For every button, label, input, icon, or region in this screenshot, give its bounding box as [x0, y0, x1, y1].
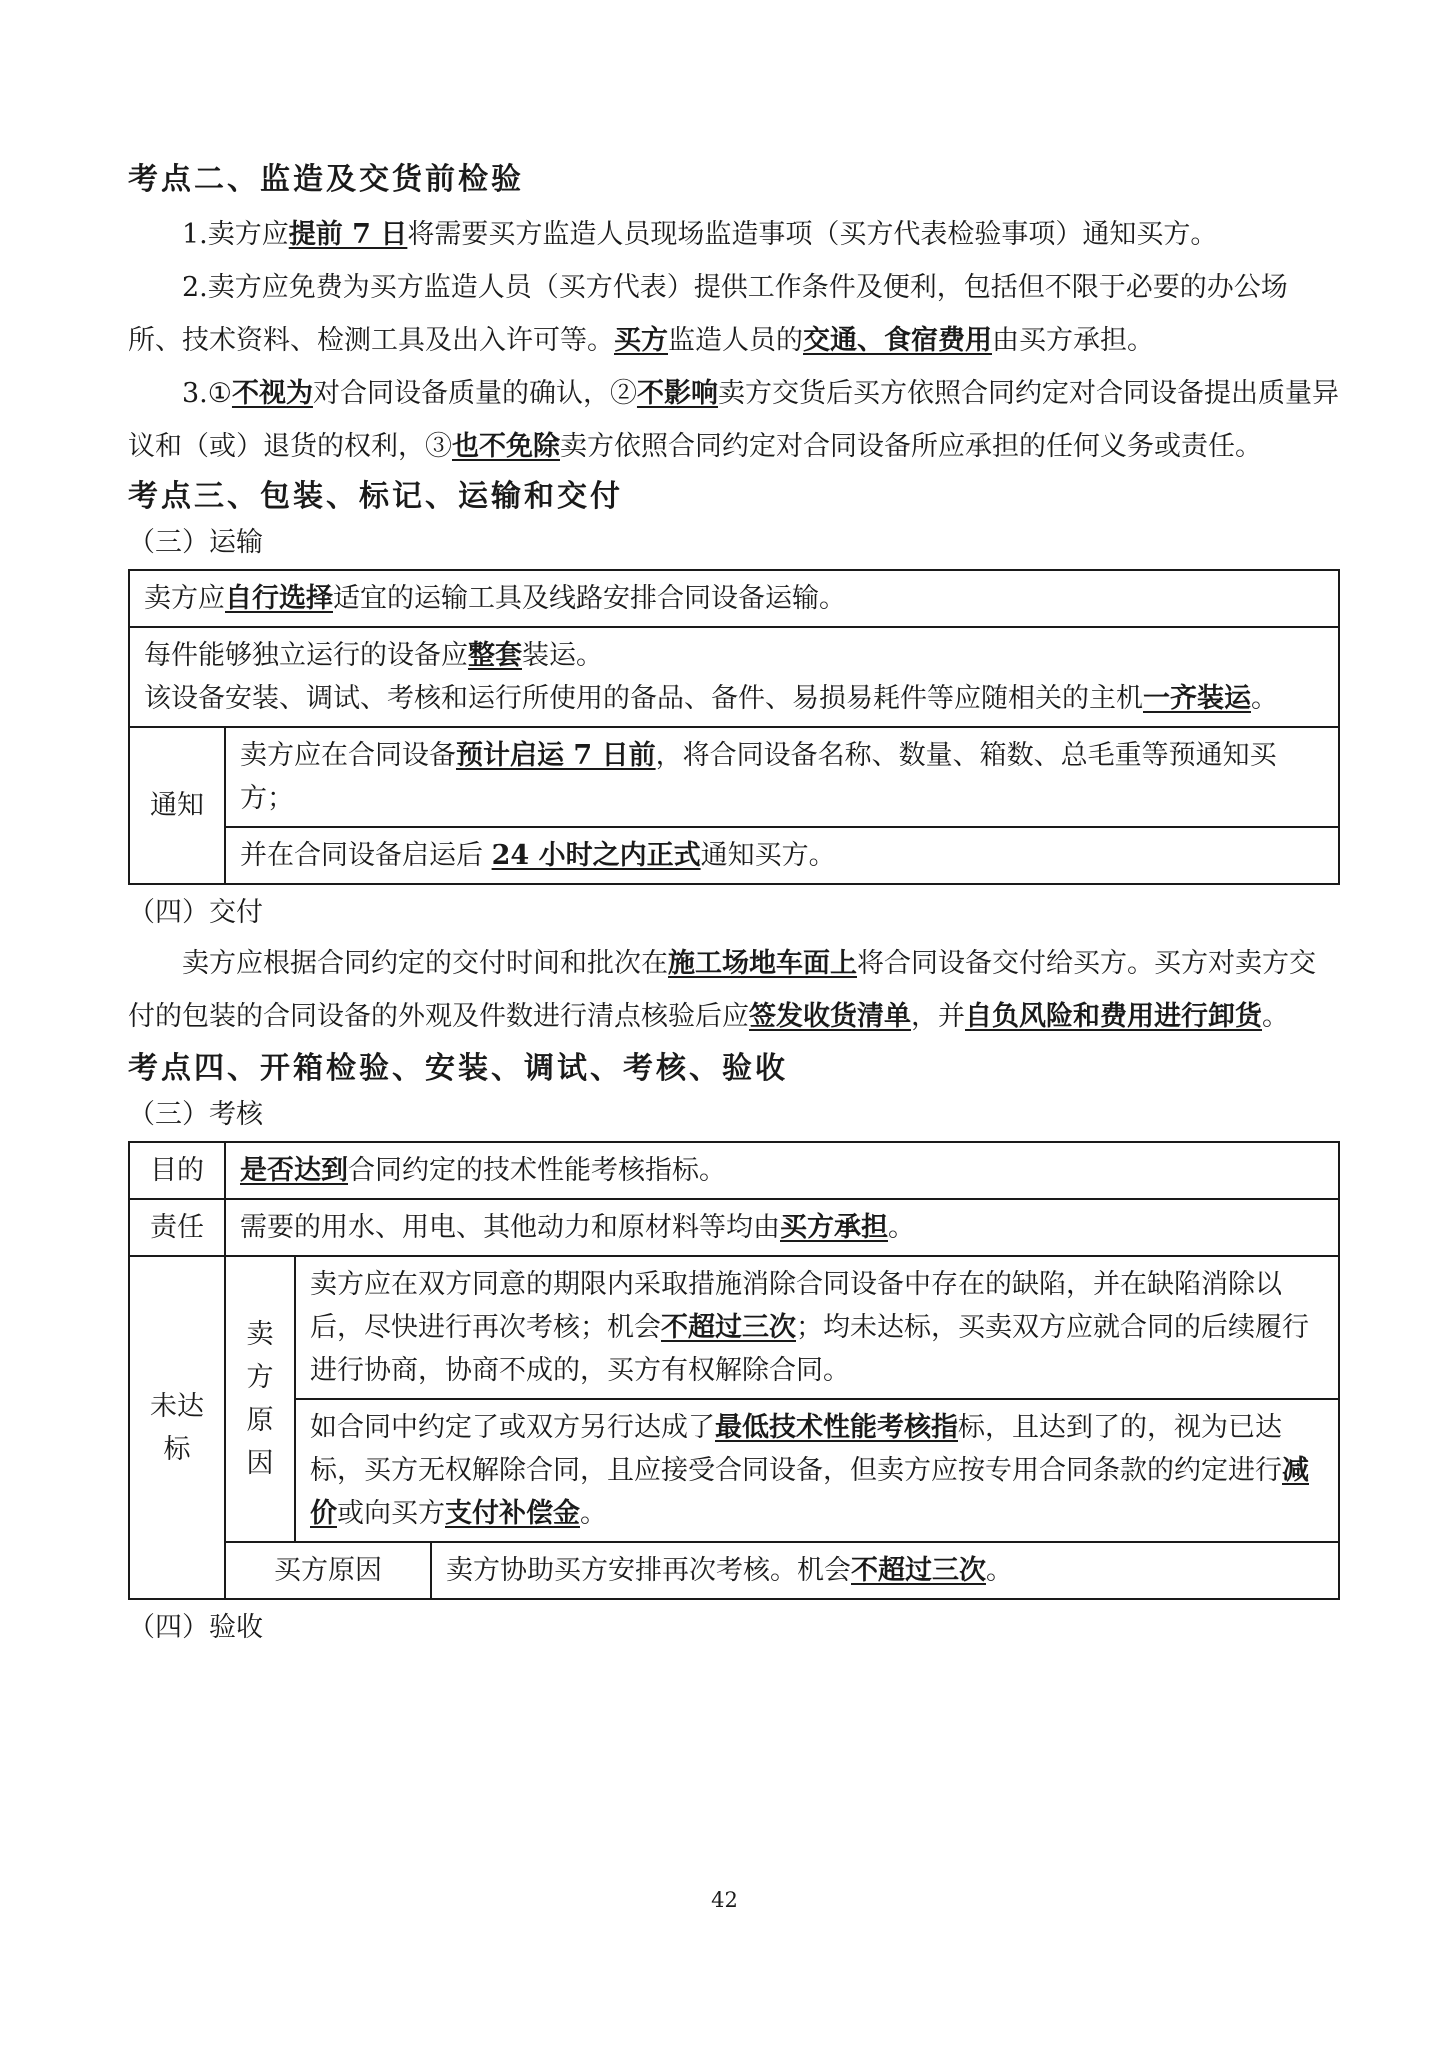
- text: 需要的用水、用电、其他动力和原材料等均由: [240, 1212, 780, 1243]
- key-term: 交通、食宿费用: [803, 325, 992, 356]
- text: 卖方依照合同约定对合同设备所应承担的任何义务或责任。: [560, 431, 1262, 462]
- table-cell: [295, 1256, 1339, 1399]
- table-row: [129, 1399, 1339, 1542]
- notice-label: 通知: [129, 727, 225, 884]
- text: 通知买方。: [700, 840, 836, 871]
- text: 3.①: [182, 378, 232, 409]
- key-term: 支付补偿金: [445, 1498, 580, 1529]
- sec4-subheading-acceptance: （四）验收: [128, 1612, 263, 1643]
- table-row: [129, 1142, 1339, 1199]
- text: 卖方协助买方安排再次考核。机会: [446, 1555, 851, 1586]
- table-cell: [295, 1399, 1339, 1542]
- table-cell: [225, 1199, 1339, 1256]
- text: 卖方应根据合同约定的交付时间和批次在: [182, 948, 668, 979]
- table-row: [129, 1542, 1339, 1599]
- text: 监造人员的: [668, 325, 803, 356]
- text: ；均未达标，买卖双方应就合同的后续履行进行协商，协商不成的，买方有权解除合同。: [310, 1312, 1309, 1386]
- text: 1.卖方应: [182, 219, 289, 250]
- key-term: 买方承担: [780, 1212, 888, 1243]
- text: ，并: [911, 1001, 965, 1032]
- text: 每件能够独立运行的设备应: [144, 640, 468, 671]
- text: 或向买方: [337, 1498, 445, 1529]
- key-term: 不超过三次: [661, 1312, 796, 1343]
- sec3-subheading-transport: （三）运输: [128, 527, 263, 558]
- key-term: 自负风险和费用进行卸货: [965, 1001, 1262, 1032]
- key-term: 买方: [614, 325, 668, 356]
- buyer-reason-label: 买方原因: [225, 1542, 431, 1599]
- text: 。: [1251, 683, 1278, 714]
- key-term: 不影响: [636, 378, 718, 409]
- sec2-paragraph-3: [128, 367, 1340, 473]
- text: 将需要买方监造人员现场监造事项（买方代表检验事项）通知买方。: [407, 219, 1218, 250]
- text: 装运。: [522, 640, 603, 671]
- table-row: [129, 827, 1339, 884]
- sec3-delivery-paragraph: [128, 937, 1340, 1043]
- responsibility-label: 责任: [129, 1199, 225, 1256]
- sec2-paragraph-1: [128, 208, 1340, 261]
- text: 。: [1262, 1001, 1289, 1032]
- text: 合同约定的技术性能考核指标。: [348, 1155, 726, 1186]
- section-3-heading: 考点三、包装、标记、运输和交付: [128, 479, 623, 514]
- key-term: 最低技术性能考核指: [715, 1412, 958, 1443]
- page-number: 42: [711, 1888, 738, 1912]
- table-cell: [431, 1542, 1339, 1599]
- key-term: 提前 7 日: [288, 219, 408, 250]
- section-2-heading: 考点二、监造及交货前检验: [128, 162, 524, 197]
- sec3-subheading-delivery: （四）交付: [128, 897, 263, 928]
- text: 卖方应: [144, 583, 225, 614]
- table-row: [129, 1199, 1339, 1256]
- assessment-table: [128, 1141, 1340, 1600]
- table-cell: [225, 827, 1339, 884]
- key-term: 预计启运 7 日前: [456, 740, 656, 771]
- key-term: 整套: [468, 640, 522, 671]
- text: 卖方应在双方同意的期限内采取措施消除合同设备中存在的缺陷，并在缺陷消除以后，尽快进行再次考核；机会: [310, 1269, 1282, 1343]
- text: 。: [888, 1212, 915, 1243]
- key-term: 不超过三次: [851, 1555, 986, 1586]
- text: 将合同设备交付给买方。买方对卖方交付的包装的合同设备的外观及件数进行清点核验后应: [128, 948, 1316, 1032]
- goal-label: 目的: [129, 1142, 225, 1199]
- text: 如合同中约定了或双方另行达成了: [310, 1412, 715, 1443]
- text: ，将合同设备名称、数量、箱数、总毛重等预通知买方；: [240, 740, 1277, 814]
- section-4-heading: 考点四、开箱检验、安装、调试、考核、验收: [128, 1051, 788, 1086]
- table-cell: [225, 1142, 1339, 1199]
- page-content: [128, 158, 1340, 1652]
- sec4-subheading-assessment: （三）考核: [128, 1099, 263, 1130]
- key-term: 也不免除: [452, 431, 560, 462]
- fail-label-text: 未达标: [150, 1390, 204, 1465]
- key-term: 减价: [310, 1455, 1309, 1529]
- text: 卖方应在合同设备: [240, 740, 456, 771]
- key-term: 签发收货清单: [749, 1001, 911, 1032]
- key-term: 24 小时之内正式: [491, 840, 701, 871]
- text: 。: [580, 1498, 607, 1529]
- text: 由买方承担。: [992, 325, 1154, 356]
- table-cell: [225, 727, 1339, 827]
- seller-reason-text: 卖方原因: [246, 1319, 274, 1479]
- table-row: [129, 570, 1339, 627]
- table-row: [129, 727, 1339, 827]
- key-term: 是否达到: [240, 1155, 348, 1186]
- fail-label: [129, 1256, 225, 1599]
- key-term: 施工场地车面上: [668, 948, 857, 979]
- text: 卖方交货后买方依照合同约定对合同设备提出质量异议和（或）退货的权利，③: [128, 378, 1339, 462]
- key-term: 自行选择: [225, 583, 333, 614]
- key-term: 一齐装运: [1143, 683, 1251, 714]
- key-term: 不视为: [231, 378, 313, 409]
- text: 并在合同设备启运后: [240, 840, 492, 871]
- table-cell: [129, 570, 1339, 627]
- text: 2.卖方应免费为买方监造人员（买方代表）提供工作条件及便利，包括但不限于必要的办公场所、技术资料、检测工具及出入许可等。: [128, 272, 1288, 356]
- transport-table: [128, 569, 1340, 885]
- text: 标，且达到了的，视为已达标，买方无权解除合同，且应接受合同设备，但卖方应按专用合同条款的约定进行: [310, 1412, 1282, 1486]
- text: 该设备安装、调试、考核和运行所使用的备品、备件、易损易耗件等应随相关的主机: [144, 683, 1143, 714]
- table-row: [129, 1256, 1339, 1399]
- table-cell: [129, 627, 1339, 727]
- text: 。: [986, 1555, 1013, 1586]
- table-row: [129, 627, 1339, 727]
- text: 对合同设备质量的确认，②: [312, 378, 637, 409]
- text: 适宜的运输工具及线路安排合同设备运输。: [333, 583, 846, 614]
- sec2-paragraph-2: [128, 261, 1340, 367]
- seller-reason-label: [225, 1256, 295, 1542]
